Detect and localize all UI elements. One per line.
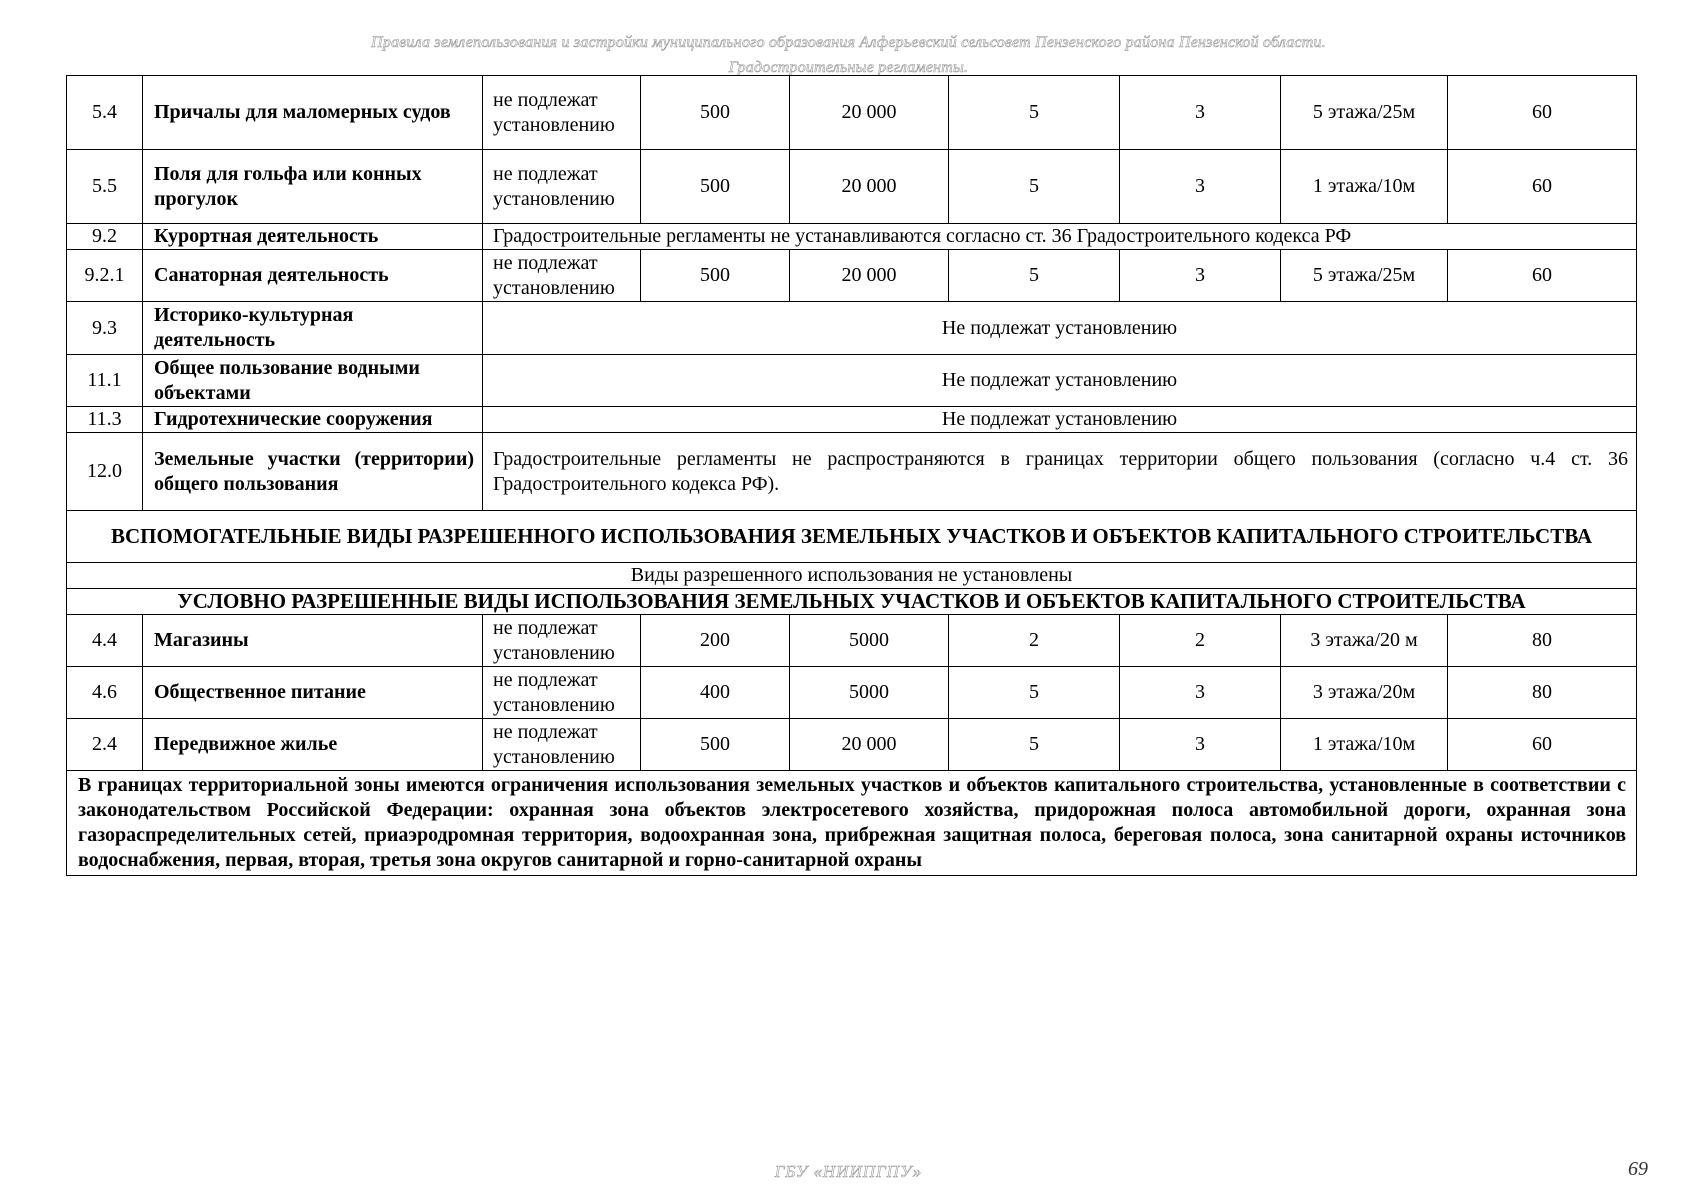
row-note: Не подлежат установлению <box>483 407 1637 433</box>
row-name: Магазины <box>143 615 483 667</box>
row-code: 5.4 <box>67 76 143 150</box>
cell-plot-dimensions: не подлежат установлению <box>483 150 641 224</box>
cell-coverage-percent: 60 <box>1448 76 1637 150</box>
cell-plot-dimensions: не подлежат установлению <box>483 615 641 667</box>
cell-plot-dimensions: не подлежат установлению <box>483 719 641 771</box>
table-row <box>67 433 1637 511</box>
row-name: Земельные участки (территории) общего пользования <box>143 433 483 511</box>
section-title-auxiliary: ВСПОМОГАТЕЛЬНЫЕ ВИДЫ РАЗРЕШЕННОГО ИСПОЛЬЗОВАНИЯ ЗЕМЕЛЬНЫХ УЧАСТКОВ И ОБЪЕКТОВ КАПИТАЛЬНОГО СТРОИТЕЛЬСТВА <box>67 511 1637 563</box>
cell-indent-1: 5 <box>949 150 1120 224</box>
cell-min-area: 400 <box>641 667 790 719</box>
row-code: 5.5 <box>67 150 143 224</box>
cell-indent-2: 3 <box>1120 719 1281 771</box>
section-row <box>67 589 1637 615</box>
table-row <box>67 407 1637 433</box>
row-note: Не подлежат установлению <box>483 355 1637 407</box>
cell-max-area: 5000 <box>790 615 949 667</box>
cell-indent-2: 3 <box>1120 76 1281 150</box>
row-code: 11.1 <box>67 355 143 407</box>
cell-coverage-percent: 80 <box>1448 667 1637 719</box>
cell-max-height: 1 этажа/10м <box>1281 719 1448 771</box>
cell-plot-dimensions: не подлежат установлению <box>483 250 641 302</box>
cell-coverage-percent: 60 <box>1448 250 1637 302</box>
row-name: Курортная деятельность <box>143 224 483 250</box>
cell-min-area: 500 <box>641 250 790 302</box>
cell-max-height: 1 этажа/10м <box>1281 150 1448 224</box>
row-code: 2.4 <box>67 719 143 771</box>
cell-indent-1: 5 <box>949 719 1120 771</box>
restrictions-text: В границах территориальной зоны имеются ограничения использования земельных участков и объектов капитального строительства, установленные в соответствии с законодательством Российской Федерации: охранная зона объектов электросетевого хозяйства, придорожная полоса автомобильной дороги, охранная зона газораспределительных сетей, приаэродромная территория, водоохранная зона, прибрежная защитная полоса, береговая полоса, зона санитарной охраны источников водоснабжения, первая, вторая, третья зона округов санитарной и горно-санитарной охраны <box>67 771 1637 876</box>
row-code: 11.3 <box>67 407 143 433</box>
row-note: Градостроительные регламенты не распространяются в границах территории общего пользования (согласно ч.4 ст. 36 Градостроительного кодекса РФ). <box>483 433 1637 511</box>
cell-coverage-percent: 60 <box>1448 150 1637 224</box>
row-name: Причалы для маломерных судов <box>143 76 483 150</box>
table-row <box>67 302 1637 355</box>
table-row <box>67 667 1637 719</box>
row-name: Гидротехнические сооружения <box>143 407 483 433</box>
row-code: 4.6 <box>67 667 143 719</box>
page-number: 69 <box>1628 1158 1648 1180</box>
section-row <box>67 511 1637 563</box>
cell-min-area: 500 <box>641 150 790 224</box>
section-note-auxiliary: Виды разрешенного использования не установлены <box>67 563 1637 589</box>
row-name: Историко-культурная деятельность <box>143 302 483 355</box>
cell-coverage-percent: 80 <box>1448 615 1637 667</box>
cell-min-area: 200 <box>641 615 790 667</box>
cell-max-area: 20 000 <box>790 250 949 302</box>
row-name: Санаторная деятельность <box>143 250 483 302</box>
table-row <box>67 355 1637 407</box>
cell-indent-1: 5 <box>949 250 1120 302</box>
section-title-conditional: УСЛОВНО РАЗРЕШЕННЫЕ ВИДЫ ИСПОЛЬЗОВАНИЯ ЗЕМЕЛЬНЫХ УЧАСТКОВ И ОБЪЕКТОВ КАПИТАЛЬНОГО СТРОИТЕЛЬСТВА <box>67 589 1637 615</box>
cell-max-height: 3 этажа/20м <box>1281 667 1448 719</box>
header-line-1: Правила землепользования и застройки муниципального образования Алферьевский сельсовет Пензенского района Пензенской области. <box>371 34 1326 51</box>
page-header <box>0 30 1697 80</box>
restrictions-row <box>67 771 1637 876</box>
cell-indent-1: 2 <box>949 615 1120 667</box>
row-name: Общественное питание <box>143 667 483 719</box>
row-code: 9.2 <box>67 224 143 250</box>
cell-max-area: 20 000 <box>790 76 949 150</box>
cell-plot-dimensions: не подлежат установлению <box>483 76 641 150</box>
row-name: Передвижное жилье <box>143 719 483 771</box>
table-row <box>67 250 1637 302</box>
cell-coverage-percent: 60 <box>1448 719 1637 771</box>
cell-plot-dimensions: не подлежат установлению <box>483 667 641 719</box>
table-row <box>67 150 1637 224</box>
row-code: 12.0 <box>67 433 143 511</box>
row-code: 4.4 <box>67 615 143 667</box>
cell-indent-2: 2 <box>1120 615 1281 667</box>
footer-organization: ГБУ «НИИПГПУ» <box>774 1162 923 1181</box>
cell-indent-1: 5 <box>949 76 1120 150</box>
row-code: 9.2.1 <box>67 250 143 302</box>
row-note: Не подлежат установлению <box>483 302 1637 355</box>
cell-max-height: 5 этажа/25м <box>1281 76 1448 150</box>
row-note: Градостроительные регламенты не устанавливаются согласно ст. 36 Градостроительного кодекса РФ <box>483 224 1637 250</box>
cell-max-area: 20 000 <box>790 719 949 771</box>
cell-max-height: 5 этажа/25м <box>1281 250 1448 302</box>
section-note-row <box>67 563 1637 589</box>
cell-indent-1: 5 <box>949 667 1120 719</box>
cell-max-height: 3 этажа/20 м <box>1281 615 1448 667</box>
cell-min-area: 500 <box>641 76 790 150</box>
cell-min-area: 500 <box>641 719 790 771</box>
regulations-table <box>66 75 1637 876</box>
table-row <box>67 719 1637 771</box>
cell-indent-2: 3 <box>1120 250 1281 302</box>
header-line-2: Градостроительные регламенты. <box>728 59 969 76</box>
table-row <box>67 76 1637 150</box>
table-row <box>67 224 1637 250</box>
cell-indent-2: 3 <box>1120 667 1281 719</box>
row-code: 9.3 <box>67 302 143 355</box>
row-name: Общее пользование водными объектами <box>143 355 483 407</box>
cell-indent-2: 3 <box>1120 150 1281 224</box>
cell-max-area: 20 000 <box>790 150 949 224</box>
cell-max-area: 5000 <box>790 667 949 719</box>
row-name: Поля для гольфа или конных прогулок <box>143 150 483 224</box>
table-row <box>67 615 1637 667</box>
